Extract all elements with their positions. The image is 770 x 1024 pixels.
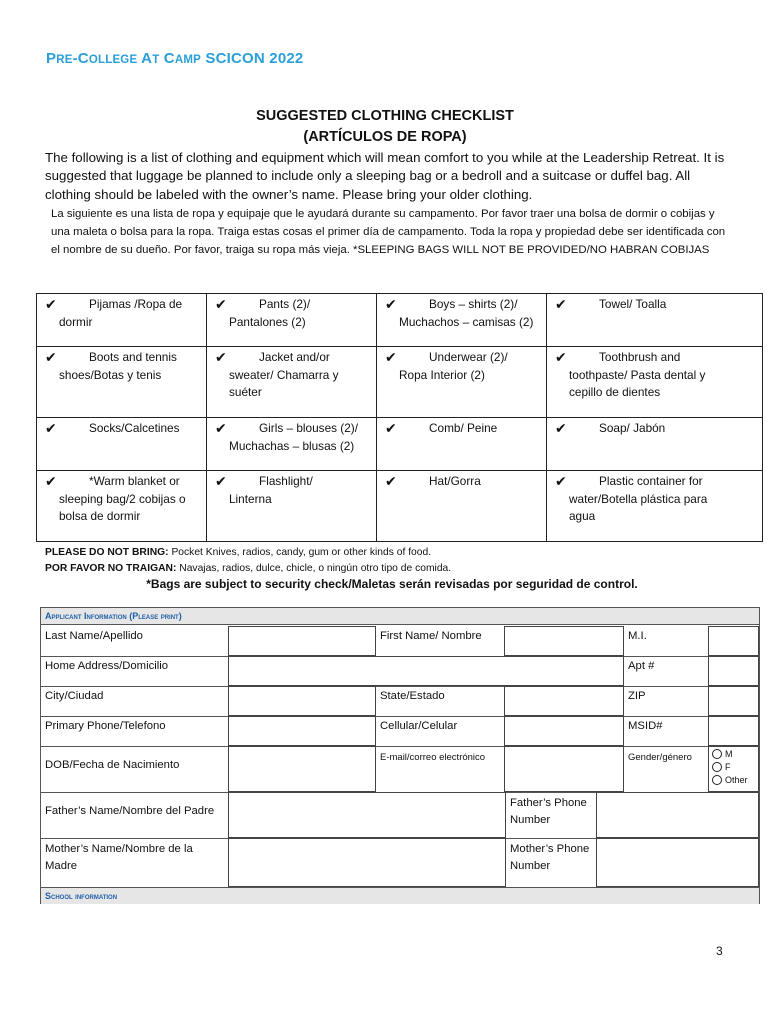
first-name-field[interactable] <box>504 626 624 656</box>
checkmark-icon: ✔ <box>555 420 567 436</box>
mi-label: M.I. <box>628 630 647 642</box>
checklist-item-label: Towel/ Toalla <box>599 297 667 311</box>
checklist-item <box>37 294 207 347</box>
intro-spanish: La siguiente es una lista de ropa y equipaje que le ayudará durante su campamento. Por favor traer una bolsa de dormir o cobijas y una maleta o bolsa para la ropa. Traiga estas cosas el primer día de campamento. Toda la ropa y propiedad debe ser identificada con el nombre de su dueño. Por favor, traiga su ropa más vieja. *SLEEPING BAGS WILL NOT BE PROVIDED/NO HABRAN COBIJAS <box>51 208 726 256</box>
checklist-item-label-cont: cepillo de dientes <box>569 385 661 399</box>
do-not-bring-text: Pocket Knives, radios, candy, gum or other kinds of food. <box>168 547 432 558</box>
dob-field[interactable] <box>228 746 376 792</box>
checklist-item <box>377 418 547 471</box>
applicant-form <box>40 607 760 904</box>
checklist-item-label-cont: toothpaste/ Pasta dental y <box>569 367 706 382</box>
checkmark-icon: ✔ <box>555 296 567 312</box>
apt-field[interactable] <box>708 656 759 686</box>
father-phone-label: Father’s Phone Number <box>510 797 587 826</box>
checklist-title: SUGGESTED CLOTHING CHECKLIST <box>256 108 514 124</box>
clothing-checklist-table <box>36 293 763 542</box>
checklist-item-label-cont: Ropa Interior (2) <box>399 367 485 382</box>
checklist-item <box>377 294 547 347</box>
checklist-item-label: Jacket and/or <box>259 350 330 364</box>
checkmark-icon: ✔ <box>215 296 227 312</box>
do-not-bring-es <box>45 561 451 577</box>
checklist-row <box>37 294 763 347</box>
checklist-item <box>207 471 377 542</box>
radio-icon[interactable] <box>712 762 722 772</box>
checklist-item <box>37 347 207 418</box>
checkmark-icon: ✔ <box>215 420 227 436</box>
checklist-item-label-cont: sleeping bag/2 cobijas o <box>59 491 186 506</box>
checklist-item-label-cont: Pantalones (2) <box>229 314 306 329</box>
msid-label: MSID# <box>628 720 663 732</box>
city-field[interactable] <box>228 686 376 716</box>
checklist-item-label: Pijamas /Ropa de <box>89 297 183 311</box>
do-not-bring-label: PLEASE DO NOT BRING: <box>45 547 169 558</box>
checklist-item-label-cont: agua <box>569 509 596 523</box>
applicant-section-header: Applicant Information (Please print) <box>41 608 759 625</box>
radio-icon[interactable] <box>712 749 722 759</box>
checkmark-icon: ✔ <box>215 473 227 489</box>
checkmark-icon: ✔ <box>385 420 397 436</box>
checklist-item-label: Pants (2)/ <box>259 297 311 311</box>
email-field[interactable] <box>504 746 624 792</box>
checklist-item-label-cont: Muchachos – camisas (2) <box>399 314 534 329</box>
do-not-bring-text-es: Navajas, radios, dulce, chicle, o ningún otro tipo de comida. <box>176 563 452 574</box>
father-phone-field[interactable] <box>596 792 759 838</box>
checklist-item <box>37 471 207 542</box>
home-address-field[interactable] <box>228 656 624 686</box>
checklist-item-label-cont: suéter <box>229 385 262 399</box>
program-title: PRE-COLLEGE AT CAMP SCICON 2022 <box>46 50 304 67</box>
checklist-item-label-cont: dormir <box>59 314 93 329</box>
checklist-item-label: Girls – blouses (2)/ <box>259 421 358 435</box>
checklist-item <box>547 471 763 542</box>
checklist-item-label-cont: bolsa de dormir <box>59 509 141 523</box>
mother-phone-field[interactable] <box>596 838 759 887</box>
checklist-item-label: *Warm blanket or <box>89 474 180 488</box>
checklist-row <box>37 471 763 542</box>
mother-phone-label: Mother’s Phone Number <box>510 843 590 872</box>
do-not-bring-en <box>45 545 431 561</box>
checklist-item-label-cont: sweater/ Chamarra y <box>229 367 339 382</box>
checklist-row <box>37 347 763 418</box>
city-label: City/Ciudad <box>45 690 104 702</box>
checkmark-icon: ✔ <box>45 296 57 312</box>
checkmark-icon: ✔ <box>45 349 57 365</box>
father-name-field[interactable] <box>228 792 506 838</box>
checklist-row <box>37 418 763 471</box>
apt-label: Apt # <box>628 660 655 672</box>
do-not-bring-label-es: POR FAVOR NO TRAIGAN: <box>45 563 177 574</box>
checklist-item <box>377 471 547 542</box>
email-label: E-mail/correo electrónico <box>380 752 486 763</box>
mother-name-field[interactable] <box>228 838 506 887</box>
checklist-item-label: Soap/ Jabón <box>599 421 666 435</box>
checklist-subtitle: (ARTÍCULOS DE ROPA) <box>303 129 467 145</box>
checklist-item-label-cont: Linterna <box>229 491 272 506</box>
checkmark-icon: ✔ <box>215 349 227 365</box>
first-name-label: First Name/ Nombre <box>380 630 482 642</box>
checklist-item-label: Boots and tennis <box>89 350 177 364</box>
checklist-item-label: Toothbrush and <box>599 350 681 364</box>
checklist-item <box>547 347 763 418</box>
home-address-label: Home Address/Domicilio <box>45 660 169 672</box>
radio-icon[interactable] <box>712 775 722 785</box>
gender-option-other[interactable]: Other <box>712 775 748 785</box>
checklist-item <box>207 418 377 471</box>
state-label: State/Estado <box>380 690 445 702</box>
state-field[interactable] <box>504 686 624 716</box>
father-name-label: Father’s Name/Nombre del Padre <box>45 805 215 817</box>
checklist-item-label: Flashlight/ <box>259 474 313 488</box>
checklist-item-label: Comb/ Peine <box>429 421 498 435</box>
checkmark-icon: ✔ <box>385 473 397 489</box>
dob-label: DOB/Fecha de Nacimiento <box>45 759 180 771</box>
checklist-item <box>377 347 547 418</box>
checklist-item <box>207 294 377 347</box>
checklist-item-label: Underwear (2)/ <box>429 350 508 364</box>
checkmark-icon: ✔ <box>385 296 397 312</box>
msid-field[interactable] <box>708 716 759 746</box>
mi-field[interactable] <box>708 626 759 656</box>
checklist-item <box>207 347 377 418</box>
school-section-header: School information <box>41 887 759 904</box>
checklist-item-label-cont: Muchachas – blusas (2) <box>229 438 355 453</box>
gender-option-f[interactable]: F <box>712 762 731 772</box>
gender-option-m[interactable]: M <box>712 749 733 759</box>
cellular-label: Cellular/Celular <box>380 720 458 732</box>
zip-field[interactable] <box>708 686 759 716</box>
last-name-label: Last Name/Apellido <box>45 630 143 642</box>
bags-security-notice: *Bags are subject to security check/Maletas serán revisadas por seguridad de control. <box>146 577 638 591</box>
primary-phone-label: Primary Phone/Telefono <box>45 720 166 732</box>
checkmark-icon: ✔ <box>555 473 567 489</box>
checkmark-icon: ✔ <box>45 473 57 489</box>
checkmark-icon: ✔ <box>555 349 567 365</box>
primary-phone-field[interactable] <box>228 716 376 746</box>
checklist-item-label: Hat/Gorra <box>429 474 481 488</box>
checklist-item-label: Socks/Calcetines <box>89 421 180 435</box>
checklist-item-label-cont: water/Botella plástica para <box>569 491 708 506</box>
mother-name-label: Mother’s Name/Nombre de la Madre <box>45 843 193 872</box>
checklist-item-label-cont: shoes/Botas y tenis <box>59 367 162 382</box>
checkmark-icon: ✔ <box>385 349 397 365</box>
page-number: 3 <box>716 944 723 958</box>
checklist-item-label: Plastic container for <box>599 474 703 488</box>
checkmark-icon: ✔ <box>45 420 57 436</box>
last-name-field[interactable] <box>228 626 376 656</box>
checklist-item <box>37 418 207 471</box>
checklist-item <box>547 294 763 347</box>
checklist-item <box>547 418 763 471</box>
intro-english: The following is a list of clothing and equipment which will mean comfort to you while at the Leadership Retreat. It is suggested that luggage be planned to include only a sleeping bag or a bedroll and a suitcase or duffel bag. All clothing should be labeled with the owner’s name. Please bring your older clothing. <box>45 150 725 202</box>
cellular-field[interactable] <box>504 716 624 746</box>
zip-label: ZIP <box>628 690 646 702</box>
checklist-item-label: Boys – shirts (2)/ <box>429 297 518 311</box>
gender-label: Gender/género <box>628 752 692 763</box>
